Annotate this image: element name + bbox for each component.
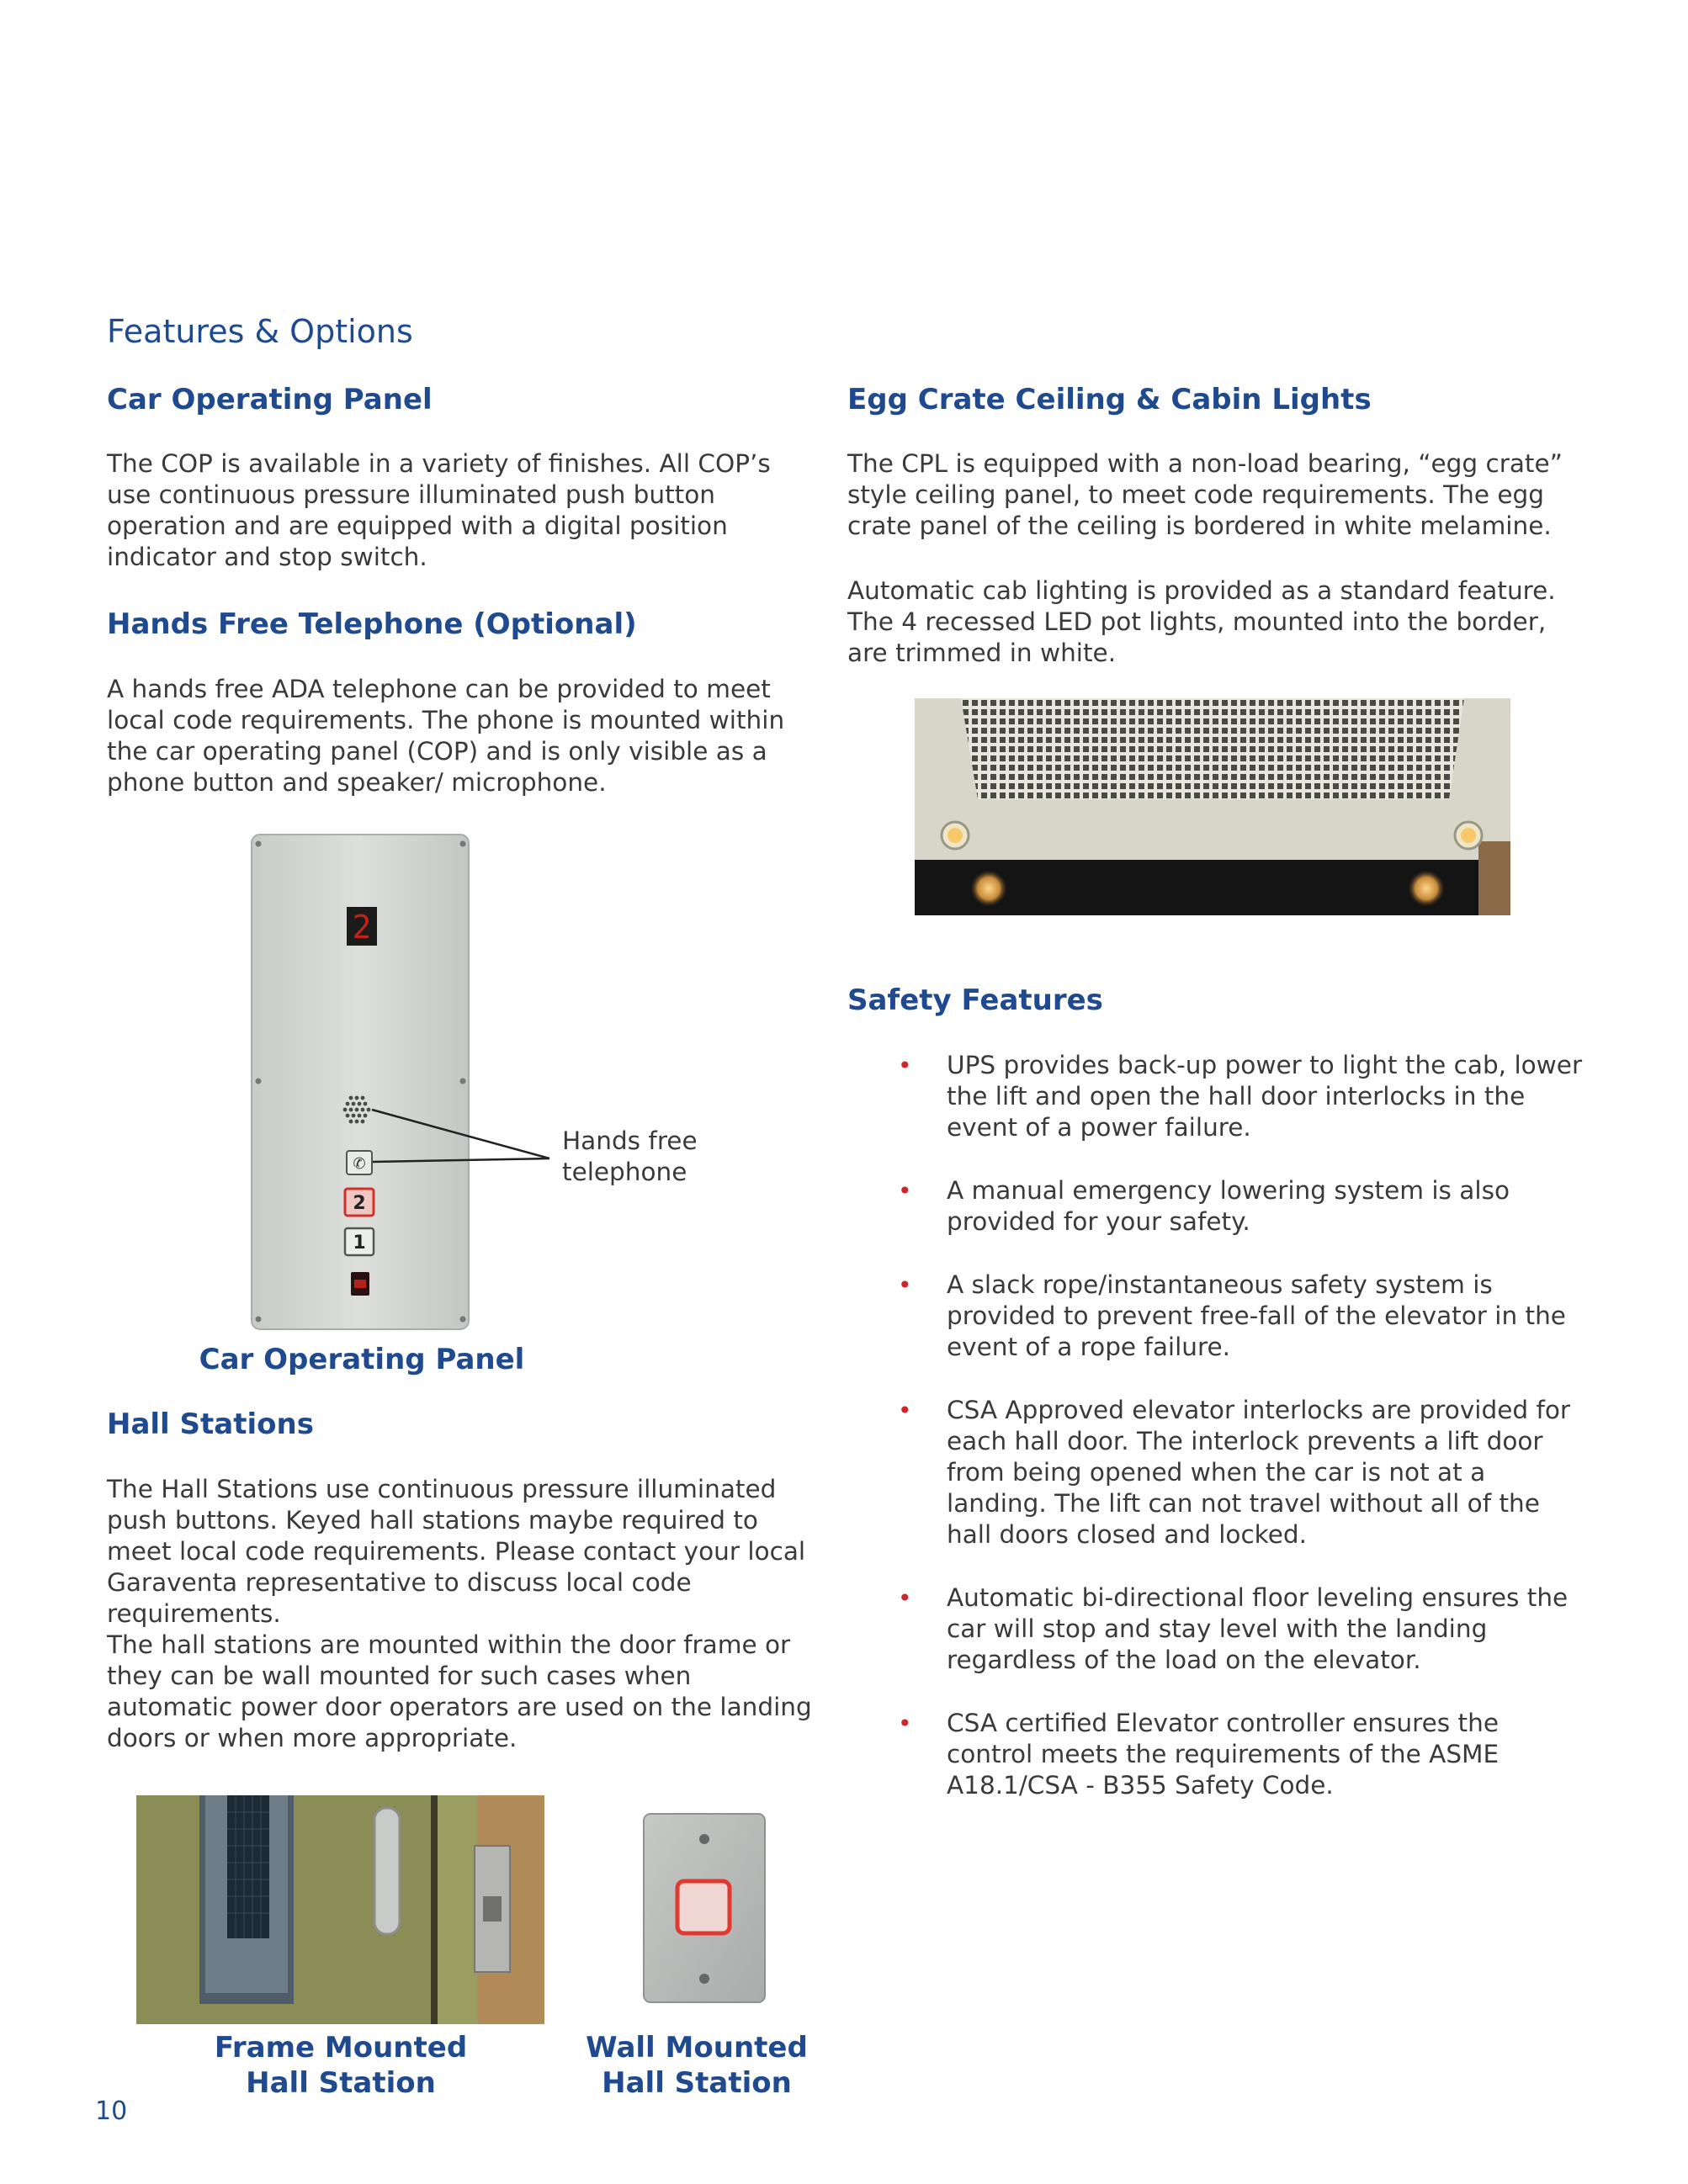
callout-line-1: Hands free: [562, 1126, 698, 1155]
page-title: Features & Options: [107, 313, 413, 350]
safety-item: • CSA Approved elevator interlocks are provided for each hall door. The interlock prevents a lift door from being opened when the car is not at a landing. The lift can not travel without all of the hall doors closed and locked.: [898, 1396, 1571, 1549]
phone-icon: ✆: [353, 1155, 366, 1173]
bullet-icon: •: [898, 1271, 912, 1299]
safety-heading: Safety Features: [847, 983, 1103, 1017]
wall-caption-line-2: Hall Station: [602, 2066, 792, 2100]
cop-heading: Car Operating Panel: [107, 383, 433, 416]
egg-crate-ceiling-image: [915, 698, 1510, 915]
bullet-icon: •: [898, 1710, 912, 1737]
telephone-text: A hands free ADA telephone can be provided to meet local code requirements. The phone is mounted within the car operating panel (COP) and is only visible as a phone button and speaker/ microphone.: [107, 675, 785, 797]
frame-mounted-hall-station-image: [136, 1795, 544, 2024]
call-button: [677, 1881, 730, 1933]
safety-item: • CSA certified Elevator controller ensures the control meets the requirements of the ASME A18.1/CSA - B355 Safety Code.: [898, 1709, 1500, 1800]
ceiling-text-2: Automatic cab lighting is provided as a standard feature. The 4 recessed LED pot lights, mounted into the border, are trimmed in white.: [847, 576, 1556, 667]
bullet-icon: •: [898, 1177, 912, 1205]
wall-mounted-caption: [528, 2030, 865, 2101]
cop-image-caption: Car Operating Panel: [199, 1343, 525, 1376]
page-number: 10: [95, 2097, 128, 2126]
display-digit: 2: [352, 909, 372, 946]
bullet-icon: •: [898, 1397, 912, 1424]
bullet-icon: •: [898, 1052, 912, 1079]
safety-item: • A slack rope/instantaneous safety system is provided to prevent free-fall of the elevator in the event of a rope failure.: [898, 1270, 1566, 1361]
wall-caption-line-1: Wall Mounted: [586, 2031, 808, 2065]
safety-list: [847, 1050, 1588, 1833]
safety-item: • Automatic bi-directional floor leveling ensures the car will stop and stay level with the landing regardless of the load on the elevator.: [898, 1583, 1569, 1674]
ceiling-heading: Egg Crate Ceiling & Cabin Lights: [847, 383, 1372, 416]
ceiling-text-1: The CPL is equipped with a non-load bearing, “egg crate” style ceiling panel, to meet code requirements. The egg crate panel of the ceiling is bordered in white melamine.: [847, 449, 1563, 540]
frame-mounted-caption: [173, 2030, 509, 2101]
frame-caption-line-2: Hall Station: [246, 2066, 436, 2100]
bullet-icon: •: [898, 1584, 912, 1612]
cop-text: The COP is available in a variety of finishes. All COP’s use continuous pressure illuminated push button operation and are equipped with a digital position indicator and stop switch.: [107, 449, 771, 571]
frame-caption-line-1: Frame Mounted: [214, 2031, 468, 2065]
safety-item: • A manual emergency lowering system is also provided for your safety.: [898, 1176, 1510, 1236]
wall-mounted-hall-station-image: [642, 1812, 768, 2006]
hall-text-1: The Hall Stations use continuous pressure illuminated push buttons. Keyed hall stations maybe required to meet local code requirements. Please contact your local Garaventa representative to discuss local code requirements.: [107, 1475, 806, 1628]
telephone-callout: [562, 1126, 698, 1188]
telephone-heading: Hands Free Telephone (Optional): [107, 607, 637, 641]
safety-item: • UPS provides back-up power to light the cab, lower the lift and open the hall door interlocks in the event of a power failure.: [898, 1051, 1583, 1142]
floor-button-1-label: 1: [353, 1232, 366, 1254]
hall-text-2: The hall stations are mounted within the door frame or they can be wall mounted for such cases when automatic power door operators are used on the landing doors or when more appropriate.: [107, 1630, 812, 1752]
hall-heading: Hall Stations: [107, 1407, 314, 1441]
floor-button-2-label: 2: [353, 1193, 366, 1214]
callout-line-2: telephone: [562, 1158, 687, 1186]
car-operating-panel-image: [244, 829, 597, 1333]
